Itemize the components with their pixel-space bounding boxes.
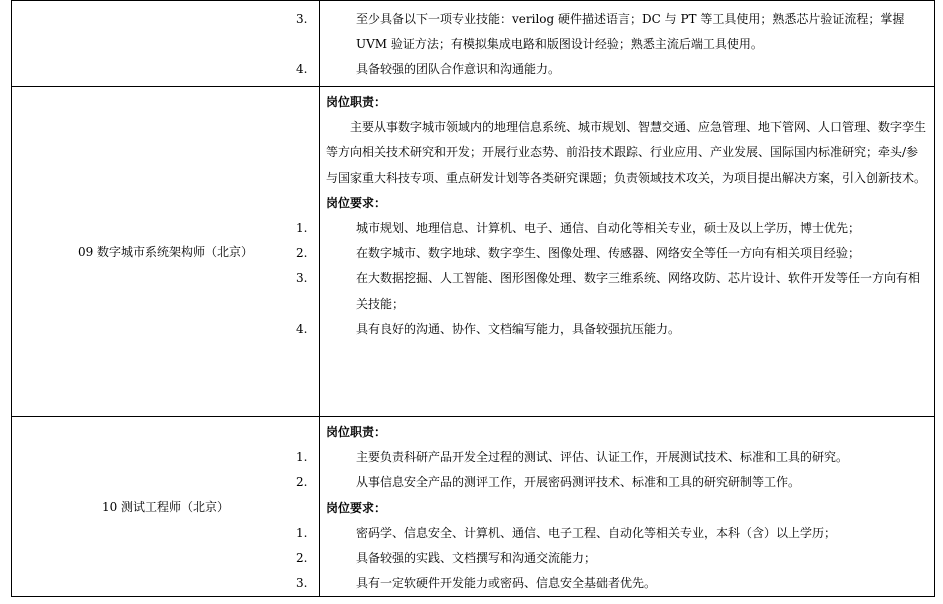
requirements-heading: 岗位要求： bbox=[326, 500, 387, 515]
requirement-item: 2. 具备较强的实践、文档撰写和沟通交流能力； bbox=[296, 551, 597, 566]
job-title-cell bbox=[12, 1, 320, 87]
duty-item: 1. 主要负责科研产品开发全过程的测试、评估、认证工作，开展测试技术、标准和工具的研究。 bbox=[296, 450, 849, 465]
duty-item: 2. 从事信息安全产品的测评工作，开展密码测评技术、标准和工具的研究研制等工作。 bbox=[296, 475, 801, 490]
job-title: 10 测试工程师（北京） bbox=[101, 500, 230, 515]
table-row bbox=[12, 417, 935, 597]
table-row bbox=[12, 1, 935, 87]
requirement-item: 3. 在大数据挖掘、人工智能、图形图像处理、数字三维系统、网络攻防、芯片设计、软件开发等任一方向有相关技能； bbox=[296, 271, 921, 311]
job-title-cell bbox=[12, 87, 320, 417]
requirement-item: 4. 具有良好的沟通、协作、文档编写能力，具备较强抗压能力。 bbox=[296, 321, 681, 336]
requirements-heading: 岗位要求： bbox=[326, 195, 387, 210]
requirement-item: 3. 具有一定软硬件开发能力或密码、信息安全基础者优先。 bbox=[296, 576, 657, 591]
requirement-item: 4. 具备较强的团队合作意识和沟通能力。 bbox=[296, 62, 561, 77]
job-detail-cell bbox=[296, 87, 935, 417]
job-title-cell bbox=[12, 417, 320, 597]
job-detail-cell bbox=[296, 1, 935, 87]
duties-paragraph: 主要从事数字城市领域内的地理信息系统、城市规划、智慧交通、应急管理、地下管网、人口管理、数字孪生等方向相关技术研究和开发；开展行业态势、前沿技术跟踪、行业应用、产业发展、国际国内标准研究；牵头/参与国家重大科技专项、重点研发计划等各类研究课题；负责领域技术攻关，为项目提出解决方案，引入创新技术。 bbox=[326, 120, 927, 185]
requirement-item: 1. 密码学、信息安全、计算机、通信、电子工程、自动化等相关专业，本科（含）以上学历； bbox=[296, 525, 837, 540]
duties-heading: 岗位职责： bbox=[326, 425, 387, 439]
requirement-item: 1. 城市规划、地理信息、计算机、电子、通信、自动化等相关专业，硕士及以上学历，博士优先； bbox=[296, 221, 861, 236]
job-detail-cell bbox=[296, 417, 935, 597]
requirement-item: 2. 在数字城市、数字地球、数字孪生、图像处理、传感器、网络安全等任一方向有相关项目经验； bbox=[296, 246, 861, 261]
requirement-item: 3. 至少具备以下一项专业技能：verilog 硬件描述语言；DC 与 PT 等工具使用；熟悉芯片验证流程；掌握 UVM 验证方法；有模拟集成电路和版图设计经验；熟悉主流后端工具使用。 bbox=[296, 12, 905, 52]
job-table bbox=[11, 0, 935, 597]
job-title: 09 数字城市系统架构师（北京） bbox=[77, 245, 254, 259]
table-row bbox=[12, 87, 935, 417]
duties-heading: 岗位职责： bbox=[326, 95, 387, 109]
